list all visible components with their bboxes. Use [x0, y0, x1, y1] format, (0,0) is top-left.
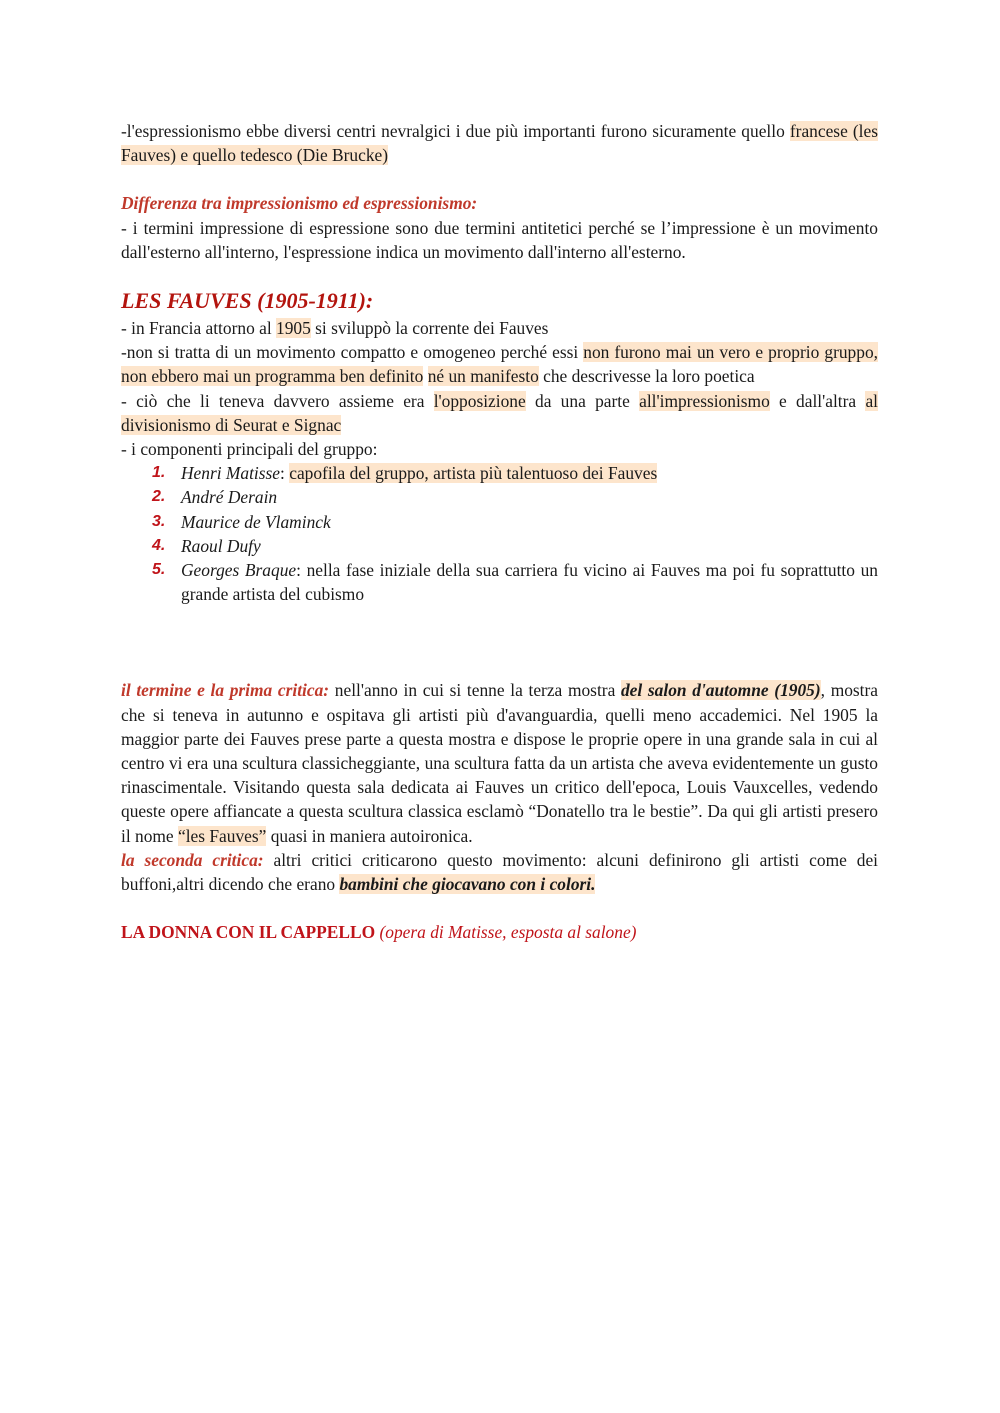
difference-text: - i termini impressione di espressione sono due termini antitetici perché se l’impressione è un movimento dall'esterno all'interno, l'espressione indica un movimento dall'interno all'esterno. — [121, 217, 878, 262]
list-item: 3. Maurice de Vlaminck — [152, 511, 331, 532]
members-list — [121, 461, 878, 606]
fauves-paragraph-3: - ciò che li teneva davvero assieme era l'opposizione da una parte all'impressionismo e dall'altra al divisionismo di Seurat e Signac — [121, 390, 878, 435]
highlight: bambini che giocavano con i colori. — [339, 874, 596, 895]
criticism-paragraph-2: la seconda critica: altri critici criticarono questo movimento: alcuni definirono gli artisti come dei buffoni,altri dicendo che erano bambini che giocavano con i colori. — [121, 849, 879, 895]
highlight: al divisionismo di Seurat e Signac — [121, 390, 878, 435]
criticism-paragraph-1: il termine e la prima critica: nell'anno in cui si tenne la terza mostra del salon d'automne (1905), mostra che si teneva in autunno e ospitava gli artisti più d'avanguardia, quelli meno accademici. Nel 1905 la maggior parte dei Fauves prese parte a questa mostra e dispose le proprie opere in una grande sala in cui al centro vi era una scultura classicheggiante, una scultura fatta da un artista che aveva evidentemente un gusto rinascimentale. Visitando questa sala dedicata ai Fauves un critico dell'epoca, Louis Vauxcelles, vedendo queste opere affiancate a questa scultura classica esclamò “Donatello tra le bestie”. Da qui gli artisti presero il nome “les Fauves” quasi in maniera autoironica. — [121, 680, 879, 846]
artwork-line — [121, 920, 878, 944]
highlight: del salon d'automne (1905) — [620, 680, 821, 701]
artwork-title: LA DONNA CON IL CAPPELLO — [121, 922, 376, 943]
fauves-paragraph-4: - i componenti principali del gruppo: — [121, 439, 378, 460]
highlight: né un manifesto — [427, 366, 539, 387]
artwork-note: (opera di Matisse, esposta al salone) — [375, 922, 637, 943]
highlight: “les Fauves” — [178, 825, 267, 846]
highlight: non furono mai un vero e proprio gruppo, — [583, 342, 878, 363]
highlight: all'impressionismo — [639, 390, 770, 411]
highlight: 1905 — [276, 318, 311, 339]
criticism-heading-1: il termine e la prima critica: — [121, 680, 330, 701]
highlight: l'opposizione — [433, 390, 526, 411]
fauves-heading: LES FAUVES (1905-1911): — [121, 288, 374, 314]
fauves-paragraph-2: -non si tratta di un movimento compatto e omogeneo perché essi non furono mai un vero e proprio gruppo, non ebbero mai un programma ben definito né un manifesto che descrivesse la loro poetica — [121, 342, 878, 387]
highlight: capofila del gruppo, artista più talentuoso dei Fauves — [289, 463, 658, 484]
list-item: 4. Raoul Dufy — [152, 535, 261, 556]
list-item: 5. Georges Braque: nella fase iniziale della sua carriera fu vicino ai Fauves ma poi fu soprattutto un grande artista del cubismo — [152, 560, 878, 605]
intro-paragraph: -l'espressionismo ebbe diversi centri nevralgici i due più importanti furono sicuramente quello francese (les Fauves) e quello tedesco (Die Brucke) — [121, 121, 878, 166]
highlight: non ebbero mai un programma ben definito — [121, 366, 424, 387]
difference-heading: Differenza tra impressionismo ed espressionismo: — [121, 193, 478, 214]
list-item: 1. Henri Matisse: capofila del gruppo, artista più talentuoso dei Fauves — [152, 463, 658, 484]
list-item: 2. André Derain — [152, 487, 278, 508]
fauves-paragraph-1: - in Francia attorno al 1905 si sviluppò la corrente dei Fauves — [121, 318, 549, 339]
highlight: francese (les Fauves) e quello tedesco (Die Brucke) — [121, 121, 878, 166]
document-page — [121, 119, 878, 944]
criticism-heading-2: la seconda critica: — [121, 849, 264, 870]
